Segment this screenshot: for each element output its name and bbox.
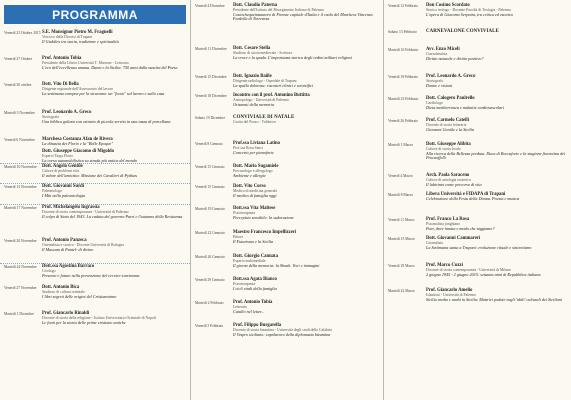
entry-speaker: Prof. Giancarlo Amelio xyxy=(426,288,473,293)
entry-speaker: Dott. Claudio Paterna xyxy=(233,3,278,8)
program-entry xyxy=(0,163,190,183)
program-entry xyxy=(191,74,383,93)
entry-topic: Donne e visioni xyxy=(426,82,453,88)
program-entry xyxy=(384,3,571,29)
entry-topic: Il labirinto come percorso di vita xyxy=(426,181,482,187)
entry-date: Venerdì 6 Novembre xyxy=(4,138,35,142)
entry-affiliation: Dirigente regionale dell'Assessorato del lavoro xyxy=(42,87,114,92)
entry-topic: La spalla dolorosa: riscontri clinici e scientifici xyxy=(233,82,314,88)
program-entry xyxy=(0,56,190,82)
entry-speaker: Prof. Giancarlo Rinaldi xyxy=(42,311,90,316)
entry-speaker: Dott. Vito Di Bella xyxy=(42,82,79,87)
program-entry xyxy=(384,263,571,288)
entry-date: Venerdì 18 Dicembre xyxy=(195,94,227,98)
entry-date: Martedì 1 Dicembre xyxy=(4,312,34,316)
entry-affiliation: Grotta del Pozzo - Valderice xyxy=(233,120,276,125)
entry-speaker: Dott. Cesare Stella xyxy=(233,46,271,51)
entry-affiliation: Medico di medicina generale xyxy=(233,189,278,194)
entry-date: Martedì 8 Marzo xyxy=(388,193,413,197)
program-entry xyxy=(384,236,571,263)
program-entry xyxy=(191,323,383,347)
entry-topic: Catullo nel letter... xyxy=(233,308,265,314)
entry-date: Martedì 2 Febbraio xyxy=(195,301,224,305)
program-entry xyxy=(0,263,190,285)
entry-speaker: Incontro con il prof. Antonino Buttitta xyxy=(233,93,310,98)
entry-affiliation: Storiografo xyxy=(426,79,444,84)
program-entry xyxy=(384,74,571,96)
entry-date: Sabato 13 Febbraio xyxy=(388,30,417,34)
program-entry xyxy=(0,137,190,149)
entry-body xyxy=(233,277,380,300)
program-entry xyxy=(191,300,383,323)
program-entry xyxy=(0,110,190,137)
entry-body xyxy=(426,236,568,263)
entry-body xyxy=(426,74,568,96)
entry-speaker: Libera Università e FIDAPA di Trapani xyxy=(426,192,506,197)
entry-date: Venerdì 29 Gennaio xyxy=(195,278,225,282)
entry-body xyxy=(426,192,568,217)
entry-body xyxy=(42,164,187,183)
entry-date: Venerdì 8 Gennaio xyxy=(195,142,223,146)
entry-body xyxy=(233,3,380,46)
program-entry xyxy=(191,3,383,46)
entry-speaker: Prof. Michelangelo Ingrassia xyxy=(42,205,100,210)
entry-affiliation: Islamista - Università di Palermo xyxy=(426,293,477,298)
entry-topic: Il colpo di Stato del 1943. La caduta del governo Parri e l'autunno della Resistenza xyxy=(42,213,183,219)
entry-speaker: Arch. Paola Saraceno xyxy=(426,173,470,178)
entry-body xyxy=(426,217,568,236)
entry-affiliation: Psicoterapeuta xyxy=(233,282,256,287)
entry-body xyxy=(426,173,568,192)
entry-topic: L'eco dell'eccellenza umana. Dante e la Sicilia: 750 anni dalla nascita del Poeta xyxy=(42,64,178,70)
entry-speaker: Prof. Marco Cuzzi xyxy=(426,263,463,268)
program-entry xyxy=(191,164,383,184)
entry-body xyxy=(233,46,380,74)
entry-topic: Il valore dell'amicizia: Missione dei Cavalieri di Pythias xyxy=(42,172,138,178)
entry-affiliation: Storiografo xyxy=(42,115,60,120)
entry-speaker: Dott. Angelo Gentile xyxy=(42,164,83,169)
program-entry xyxy=(191,184,383,206)
entry-affiliation: Cultore di antologia esoterica xyxy=(426,178,471,183)
entry-topic: Concerto per pianoforte xyxy=(233,149,274,155)
entry-speaker: Dott. Antonio Bica xyxy=(42,285,80,290)
entry-body xyxy=(426,29,568,47)
program-entry xyxy=(0,149,190,163)
entry-affiliation: Orientalista e storico - Docente Università di Bologna xyxy=(42,243,124,248)
entry-date: Venerdì 30 ottobre xyxy=(4,83,32,87)
entry-speaker: Dott.ssa Vita Maltese xyxy=(233,206,276,211)
entry-speaker: Prof.ssa Liviana Latino xyxy=(233,141,280,146)
entry-body xyxy=(233,141,380,164)
entry-date: Martedì 11 Dicembre xyxy=(195,47,227,51)
program-entry xyxy=(0,30,190,56)
entry-affiliation: Vescovo della Diocesi di Trapani xyxy=(42,35,93,40)
entry-affiliation: Esperto multimediale xyxy=(233,259,266,264)
entry-date: Martedì 16 Febbraio xyxy=(388,48,419,52)
entry-affiliation: Letterato xyxy=(233,305,247,310)
entry-topic: I cicli vitali della famiglia xyxy=(233,285,277,291)
entry-date: Venerdì 15 Dicembre xyxy=(195,75,227,79)
entry-body xyxy=(426,142,568,173)
entry-speaker: Prof. Carmelo Catelli xyxy=(426,118,469,123)
entry-topic: La Settimana santa a Trapani: evoluzione rituale e sincretismo xyxy=(426,244,532,250)
entry-body xyxy=(233,164,380,184)
entry-speaker: Prof. Antonio Tobia xyxy=(42,56,82,61)
entry-date: Sabato 19 Dicembre xyxy=(195,116,226,120)
entry-speaker: Prof. Leonardo A. Greco xyxy=(42,110,92,115)
entry-topic: Dieta mediterranea e malattie cardiovascolari xyxy=(426,104,504,110)
entry-topic: Il medico di famiglia oggi xyxy=(233,192,277,198)
entry-topic: Puer, dove innata e moda che taggiamo? xyxy=(426,225,495,231)
entry-body xyxy=(426,263,568,288)
entry-affiliation: Docente di storia contemporanea - Università di Milano xyxy=(426,268,511,273)
entry-topic: Presente e futuro nella prevenzione del cervice-carcinoma xyxy=(42,272,140,278)
program-entry xyxy=(384,173,571,192)
program-entry xyxy=(191,115,383,141)
program-entry xyxy=(0,183,190,204)
column-3 xyxy=(383,0,571,400)
entry-affiliation: Storico teologo - Docente Facoltà di Teologia - Palermo xyxy=(426,8,512,13)
entry-body xyxy=(426,96,568,118)
entry-topic: Sicilia araba e arabi in Sicilia: Mattrici podute negli 'abili' culturali dei Siciliani xyxy=(426,296,563,302)
entry-topic: Costochequeintuunoro di Firenze capitale d'Italia e il ruolo del Marchese Vincenzo Fardella di Torrearsa xyxy=(233,11,373,22)
entry-body xyxy=(42,110,187,137)
entry-date: Venerdì 4 Marzo xyxy=(388,174,413,178)
program-entry xyxy=(384,47,571,74)
entry-speaker: CONVIVIALE DI NATALE xyxy=(233,115,295,120)
entry-speaker: Don Cosimo Scordato xyxy=(426,3,470,8)
entry-speaker: Prof. Antonio Tobia xyxy=(233,300,273,305)
entry-affiliation: Paleontologo xyxy=(42,189,63,194)
program-entry xyxy=(384,118,571,142)
program-entry xyxy=(0,82,190,110)
entry-body xyxy=(42,311,187,335)
entry-speaker: Prof. Leonardo A. Greco xyxy=(426,74,476,79)
entry-affiliation: Psicanalista junghiano xyxy=(426,222,461,227)
entry-topic: 2 giugno 1945 - 2 giugno 2015: settanta anni di Repubblica italiana xyxy=(426,271,541,277)
entry-affiliation: Presidente dell'Istituto del Risorgimento Italiano di Palermo xyxy=(233,8,325,13)
program-entry xyxy=(384,288,571,318)
entry-affiliation: Studioso di cultura orientale xyxy=(42,290,85,295)
program-entry xyxy=(384,142,571,173)
entry-affiliation: Cirologo xyxy=(42,269,56,274)
entry-date: Martedì 17 Novembre xyxy=(4,206,37,210)
program-entry xyxy=(191,93,383,115)
entry-body xyxy=(233,74,380,93)
entry-date: Venerdì 23 Ottobre 2015 xyxy=(4,31,41,35)
entry-topic: Ambiente e allergie xyxy=(233,172,266,178)
entry-affiliation: Docente di storia della religione - Istituto Universitario Orientale di Napoli xyxy=(42,316,156,321)
entry-date: Venerdì 13 Novembre xyxy=(4,185,37,189)
program-entry xyxy=(191,46,383,74)
program-title-bar xyxy=(4,5,186,24)
entry-affiliation: Docente di storia contemporanea - Università di Palermo xyxy=(42,210,129,215)
entry-date: Martedì 24 Novembre xyxy=(4,265,37,269)
entry-topic: Diritto naturale e diritto positivo? xyxy=(426,55,484,61)
entry-topic: La croce e la spada. L'importanza storica degli ordini militari religiosi xyxy=(233,54,352,60)
entry-affiliation: Prof.ssa Rosa Sanci xyxy=(233,146,264,151)
program-entry xyxy=(191,230,383,254)
entry-date: Martedì 1 Marzo xyxy=(388,143,413,147)
entry-topic: Le fonti per la storia delle prime cristiane antiche xyxy=(42,319,126,325)
entry-topic: I libri segreti delle origini del Cristianesimo xyxy=(42,293,117,299)
entry-topic: Il Vespro siciliano: capolavoro della diplomazia bizantina xyxy=(233,331,331,337)
entry-topic: La dinastia dei Florio e la "Belle Epoque" xyxy=(42,141,114,147)
entry-date: Venerdì 12 Febbraio xyxy=(388,4,419,8)
entry-affiliation: Antropologo - Università di Palermo xyxy=(233,98,289,103)
entry-topic: Il Futurismo e la Sicilia xyxy=(233,238,274,244)
entry-body xyxy=(426,118,568,142)
entry-affiliation: Dirigente radiologo - Ospedale di Trapani xyxy=(233,79,297,84)
entry-speaker: Prof. Filippo Burgarella xyxy=(233,323,282,328)
entry-affiliation: Cultore di storia locale xyxy=(426,147,461,152)
entry-date: Venerdì 5 Febbraio xyxy=(195,324,224,328)
entry-date: Venerdì 20 Novembre xyxy=(4,239,37,243)
entry-affiliation: Cardiologo xyxy=(426,101,444,106)
entry-date: Venerdì 11 Marzo xyxy=(388,218,415,222)
column-1 xyxy=(0,0,190,400)
entry-speaker: Marchesa Costanza Afan de Rivera xyxy=(42,137,113,142)
entry-speaker: CARNEVALONE CONVIVIALE xyxy=(426,29,499,34)
entry-affiliation: Psicoterapeuta xyxy=(233,211,256,216)
entry-body xyxy=(426,288,568,318)
entry-speaker: Dott. Giuseppe Alibita xyxy=(426,142,471,147)
entry-body xyxy=(233,93,380,115)
entry-date: Martedì 19 Gennaio xyxy=(195,207,225,211)
entry-body xyxy=(42,184,187,204)
entry-body xyxy=(42,56,187,82)
entry-speaker: Dott.ssa Agata Bianco xyxy=(233,277,277,282)
entry-speaker: Avv. Enzo Miceli xyxy=(426,47,460,52)
entry-date: Venerdì 18 Marzo xyxy=(388,264,415,268)
entry-body xyxy=(233,254,380,277)
entry-date: Martedì 26 Gennaio xyxy=(195,255,225,259)
entry-body xyxy=(233,323,380,347)
entry-affiliation: Presidente della Libera Università T. Marrone - Lettorato xyxy=(42,61,129,66)
entry-speaker: Dott.ssa Agostina Barraco xyxy=(42,264,95,269)
entry-topic: I Miti nella paleontologia xyxy=(42,192,86,198)
program-entry xyxy=(0,204,190,238)
entry-affiliation: Studioso di storia medievale - Scrittore xyxy=(233,51,293,56)
entry-topic: Celebrazione della Festa della Donna. Poesia e musica xyxy=(426,196,520,202)
program-entry xyxy=(0,311,190,335)
entry-date: Venerdì 27 Novembre xyxy=(4,286,37,290)
program-entry xyxy=(384,217,571,236)
entry-affiliation: Consulenzista xyxy=(426,52,448,57)
entry-affiliation: Giornalista xyxy=(426,241,443,246)
entry-speaker: Dott. Giovanni Surdi xyxy=(42,184,85,189)
entry-affiliation: Cultore di problemi etici xyxy=(42,169,80,174)
column-2 xyxy=(190,0,383,400)
entry-date: Martedì 15 Marzo xyxy=(388,237,415,241)
program-entry xyxy=(0,285,190,311)
entry-affiliation: Docente di storia letterarie xyxy=(426,123,467,128)
entry-speaker: Maestro Francesco Impellizzeri xyxy=(233,230,297,235)
entry-date: Martedì 22 Gennaio xyxy=(195,231,225,235)
entry-date: Venerdì 27 Ottobre xyxy=(4,57,33,61)
entry-body xyxy=(233,115,380,141)
program-entry xyxy=(384,96,571,118)
entry-topic: La settimana europea per la sicurezza: un "focus" sul lavoro e sulla casa xyxy=(42,90,165,96)
program-entry xyxy=(191,206,383,230)
entry-body xyxy=(42,82,187,110)
entry-topic: Giovanni Gentile e la Sicilia xyxy=(426,126,474,132)
entry-date: Martedì 22 Marzo xyxy=(388,289,415,293)
program-entry xyxy=(191,141,383,164)
entry-speaker: S.E. Monsignor Pietro M. Fragnelli xyxy=(42,30,113,35)
entry-date: Venerdì 15 Gennaio xyxy=(195,165,225,169)
entry-topic: Percepisto sensibile: la sudorazione xyxy=(233,214,294,220)
entry-date: Venerdì 15 Gennaio xyxy=(195,185,225,189)
entry-topic: Orizzonti della memoria xyxy=(233,101,274,107)
entry-body xyxy=(42,264,187,285)
program-entry xyxy=(0,238,190,263)
entry-speaker: Dott. Giuseppe Giacomo di Migoldo xyxy=(42,149,115,154)
entry-body xyxy=(233,230,380,254)
entry-affiliation: Docente di storia bizantina - Università degli studi della Calabria xyxy=(233,328,332,333)
entry-speaker: Dott. Calogero Paulrello xyxy=(426,96,475,101)
entry-date: Martedì 3 Novembre xyxy=(4,111,35,115)
entry-affiliation: Pittore xyxy=(233,235,244,240)
entry-body xyxy=(42,285,187,311)
program-entry xyxy=(191,277,383,300)
entry-body xyxy=(233,206,380,230)
entry-date: Martedì 10 Novembre xyxy=(4,165,37,169)
entry-body xyxy=(426,3,568,29)
entry-speaker: Prof. Antonio Panzeca xyxy=(42,238,87,243)
entry-affiliation: Procurologo e allergologo xyxy=(233,169,273,174)
entry-body xyxy=(42,30,187,56)
entry-body xyxy=(42,137,187,149)
entry-date: Venerdì 19 Febbraio xyxy=(388,75,419,79)
entry-topic: La corsa automobilistica su strada più antica del mondo xyxy=(42,157,137,163)
entry-body xyxy=(42,238,187,263)
entry-topic: Il Museum di Pantel- di divino xyxy=(42,246,94,252)
entry-affiliation: Esperto Targa Florio xyxy=(42,154,74,159)
entry-topic: Il Giubileo tra storia, tradizione e spiritualità xyxy=(42,38,119,44)
entry-body xyxy=(42,205,187,238)
entry-speaker: Dott. Mario Sugamiele xyxy=(233,164,279,169)
entry-speaker: Prof. Franco La Rosa xyxy=(426,217,470,222)
program-entry xyxy=(384,192,571,217)
entry-body xyxy=(42,149,187,163)
entry-date: Martedì 23 Febbraio xyxy=(388,97,419,101)
entry-body xyxy=(233,300,380,323)
entry-body xyxy=(426,47,568,74)
entry-topic: L'opera di Giacomo Serpotta, tra critica ed estetica xyxy=(426,11,513,17)
entry-date: Venerdì 26 Febbraio xyxy=(388,119,419,123)
program-entry xyxy=(384,29,571,47)
entry-body xyxy=(233,184,380,206)
program-entry xyxy=(191,254,383,277)
entry-topic: Alla ricerca della Bellezza perduta. Duca di Roccaforte e la stagione fiorentina dei Procuoffelli xyxy=(426,150,566,161)
entry-speaker: Dott. Vito Corso xyxy=(233,184,266,189)
entry-topic: Una biblica goliata con estratto di piccola servito in una tazza di porcellana xyxy=(42,118,171,124)
entry-date xyxy=(4,149,42,163)
entry-topic: Il giorno della memoria: la Shoah. Voci e immagini xyxy=(233,262,320,268)
entry-speaker: Dott. Ignazio Baiile xyxy=(233,74,272,79)
entry-speaker: Dott. Giovanni Cammareri xyxy=(426,236,481,241)
entry-speaker: Dott. Giorgio Cannata xyxy=(233,254,278,259)
entry-date: Venerdì 4 Dicembre xyxy=(195,4,225,8)
program-title: PROGRAMMA xyxy=(52,7,138,22)
